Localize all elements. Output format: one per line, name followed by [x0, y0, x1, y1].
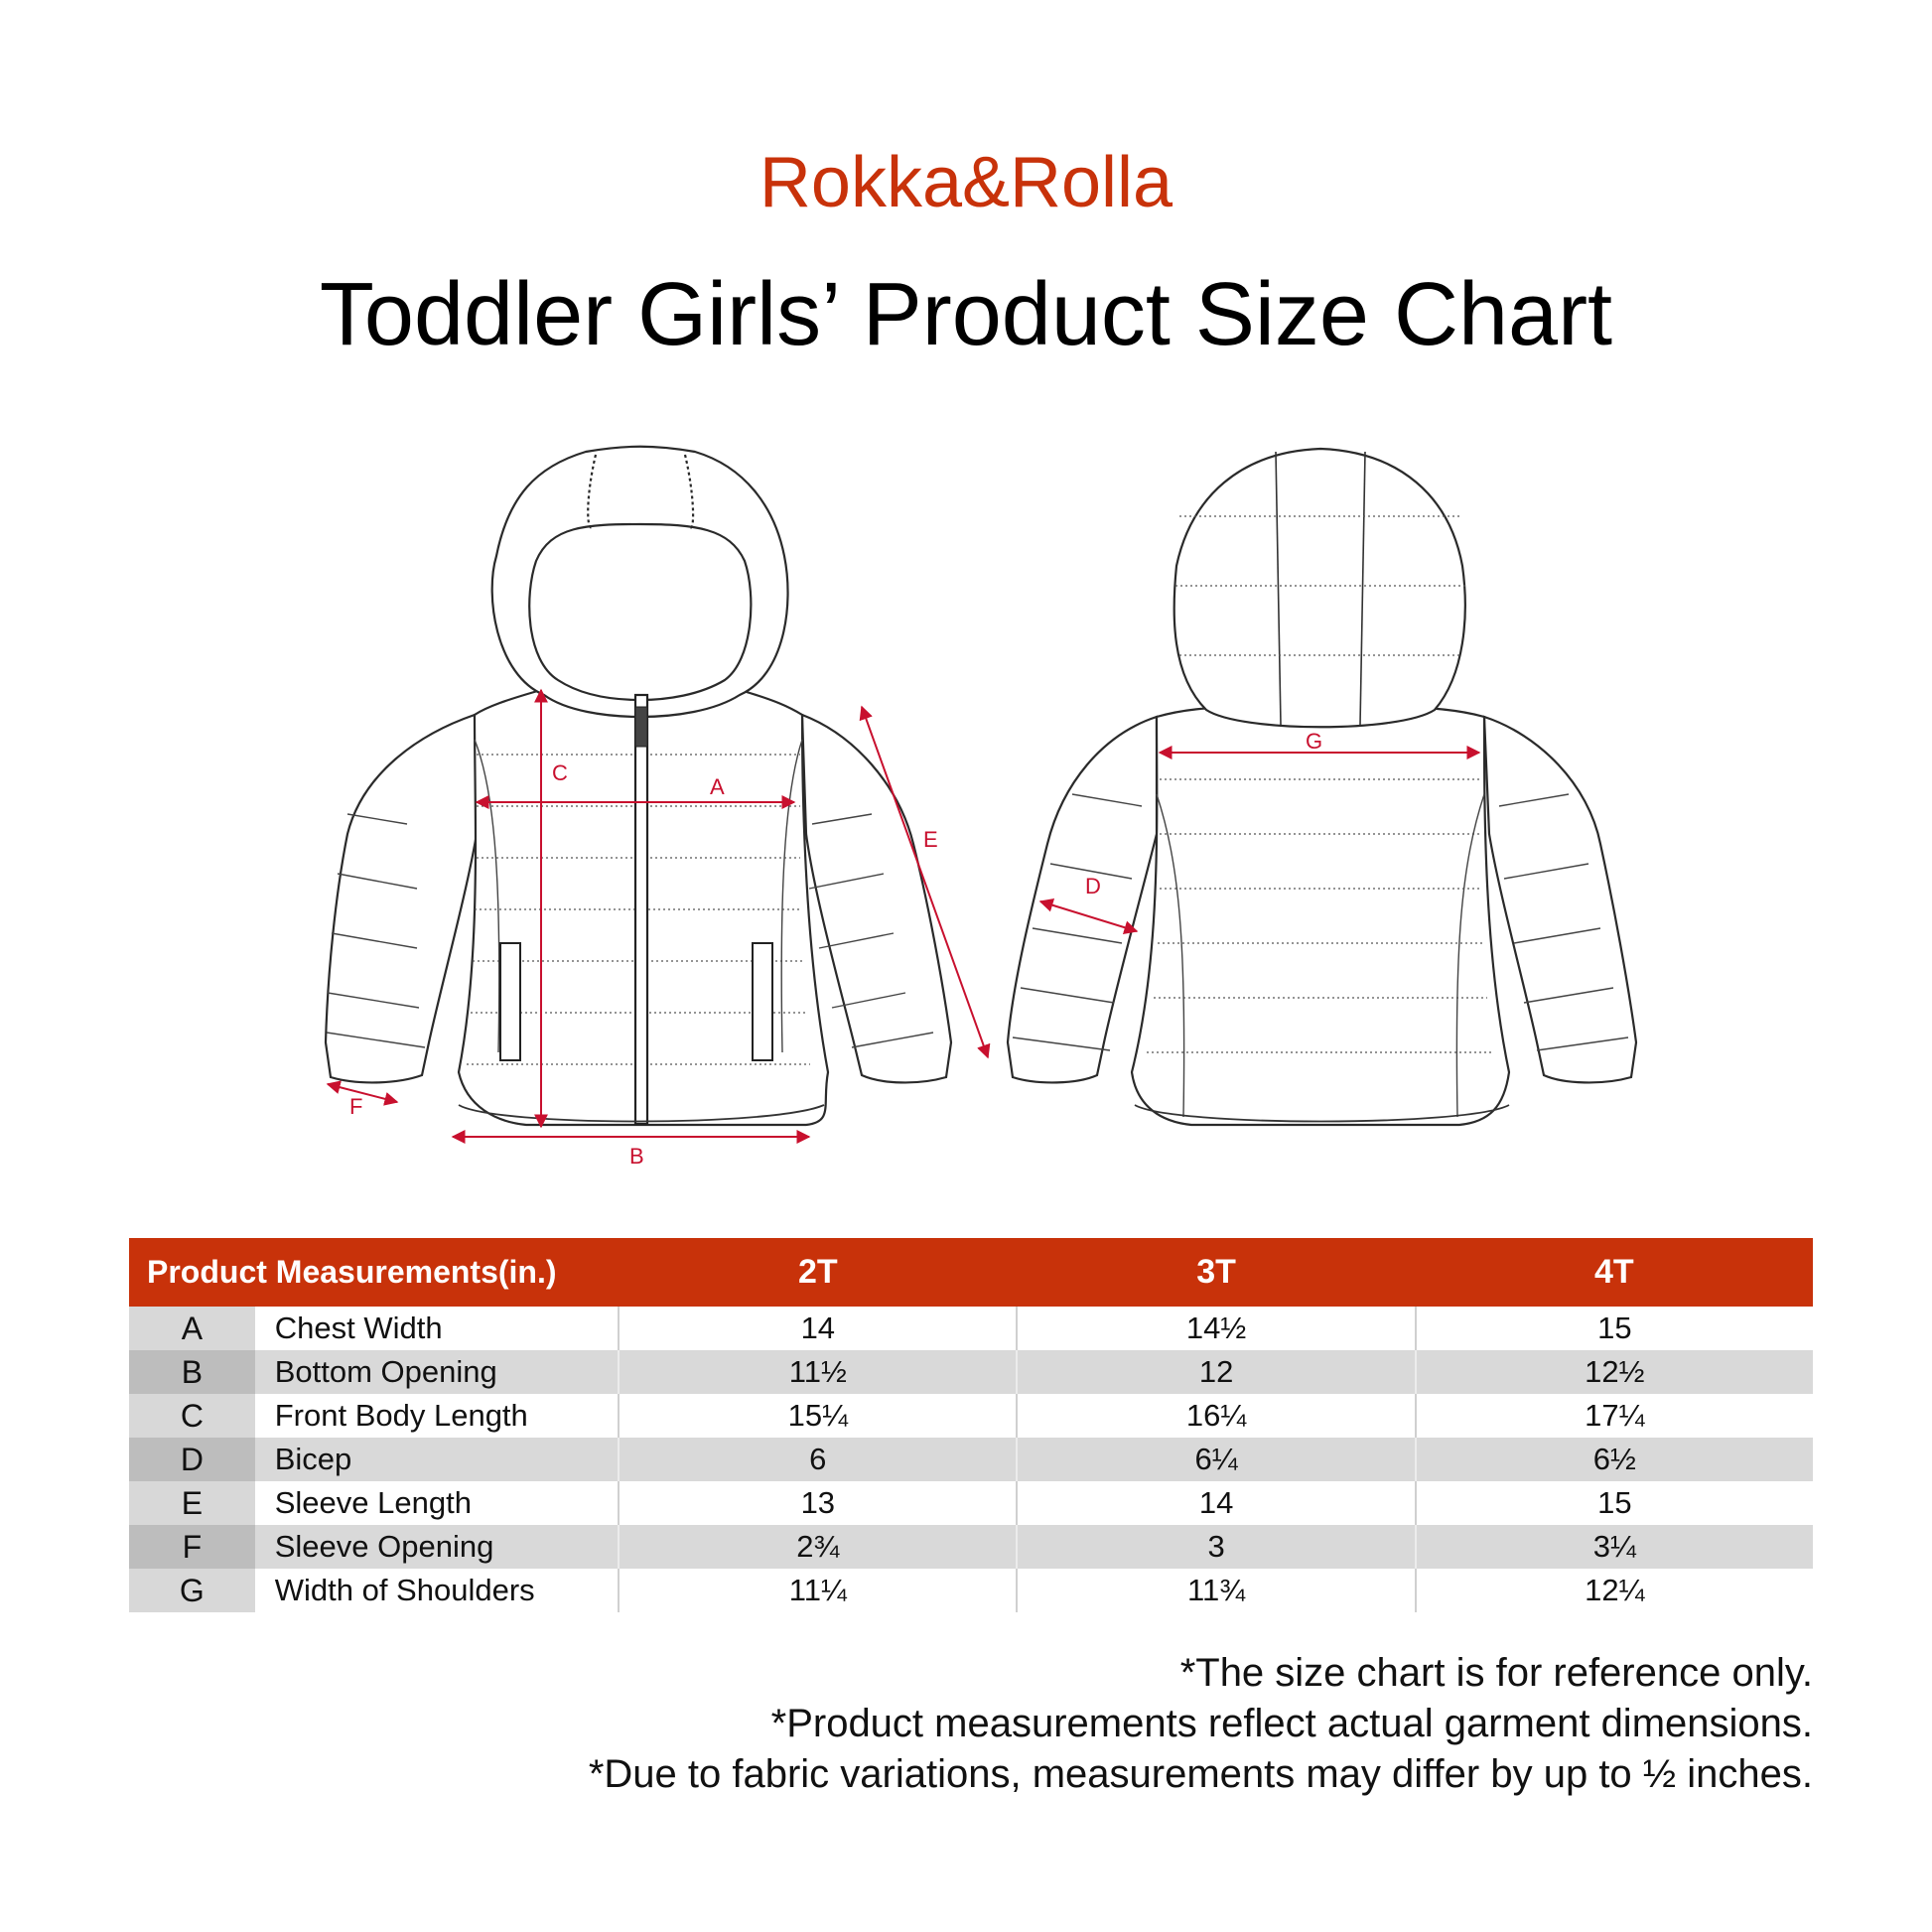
table-row — [129, 1525, 1813, 1569]
jacket-diagram — [0, 427, 1932, 1201]
label-c: C — [552, 760, 568, 785]
table-row — [129, 1307, 1813, 1350]
row-code: G — [129, 1569, 255, 1612]
size-table — [129, 1238, 1813, 1612]
footnote: *The size chart is for reference only. — [1179, 1651, 1813, 1695]
header-size-4t: 4T — [1416, 1238, 1813, 1307]
row-value-2t: 2¾ — [619, 1525, 1017, 1569]
label-g: G — [1306, 729, 1323, 754]
table-row — [129, 1438, 1813, 1481]
header-label: Product Measurements(in.) — [129, 1238, 619, 1307]
front-jacket — [326, 447, 951, 1125]
label-f: F — [349, 1094, 363, 1119]
row-value-4t: 15 — [1416, 1481, 1813, 1525]
row-code: A — [129, 1307, 255, 1350]
page-title: Toddler Girls’ Product Size Chart — [319, 265, 1613, 364]
brand-name: Rokka&Rolla — [759, 143, 1173, 222]
back-jacket — [1008, 449, 1636, 1125]
table-row — [129, 1350, 1813, 1394]
row-name: Sleeve Opening — [255, 1525, 619, 1569]
row-value-3t: 14 — [1017, 1481, 1415, 1525]
row-value-2t: 15¼ — [619, 1394, 1017, 1438]
row-name: Chest Width — [274, 1311, 443, 1345]
row-value-2t: 6 — [619, 1438, 1017, 1481]
label-e: E — [923, 827, 938, 852]
footnote: *Product measurements reflect actual garment dimensions. — [770, 1702, 1813, 1745]
footnotes — [589, 1648, 1813, 1800]
row-value-4t: 12¼ — [1416, 1569, 1813, 1612]
footnote: *Due to fabric variations, measurements may differ by up to ½ inches. — [588, 1752, 1813, 1796]
row-value-4t: 12½ — [1416, 1350, 1813, 1394]
row-name: Bicep — [255, 1438, 619, 1481]
label-d: D — [1085, 874, 1101, 898]
row-name: Width of Shoulders — [274, 1573, 535, 1607]
table-header-row — [129, 1238, 1813, 1307]
row-code: B — [129, 1350, 255, 1394]
row-value-2t: 11½ — [619, 1350, 1017, 1394]
row-value-3t: 14½ — [1017, 1307, 1415, 1350]
row-code: E — [129, 1481, 255, 1525]
table-row — [129, 1481, 1813, 1525]
row-name: Front Body Length — [274, 1398, 528, 1433]
row-value-3t: 12 — [1017, 1350, 1415, 1394]
row-value-3t: 11¾ — [1017, 1569, 1415, 1612]
header-size-2t: 2T — [619, 1238, 1017, 1307]
row-value-2t: 13 — [619, 1481, 1017, 1525]
row-value-3t: 3 — [1017, 1525, 1415, 1569]
row-value-4t: 17¼ — [1416, 1394, 1813, 1438]
row-name: Sleeve Length — [274, 1485, 472, 1520]
header-size-3t: 3T — [1017, 1238, 1415, 1307]
row-value-4t: 15 — [1416, 1307, 1813, 1350]
row-value-4t: 3¼ — [1416, 1525, 1813, 1569]
row-value-2t: 11¼ — [619, 1569, 1017, 1612]
row-code: D — [129, 1438, 255, 1481]
row-value-3t: 16¼ — [1017, 1394, 1415, 1438]
row-value-3t: 6¼ — [1017, 1438, 1415, 1481]
table-row — [129, 1394, 1813, 1438]
label-b: B — [629, 1144, 644, 1169]
row-value-4t: 6½ — [1416, 1438, 1813, 1481]
row-code: C — [129, 1394, 255, 1438]
row-code: F — [129, 1525, 255, 1569]
row-value-2t: 14 — [619, 1307, 1017, 1350]
table-row — [129, 1569, 1813, 1612]
row-name: Bottom Opening — [255, 1350, 619, 1394]
label-a: A — [710, 774, 725, 799]
